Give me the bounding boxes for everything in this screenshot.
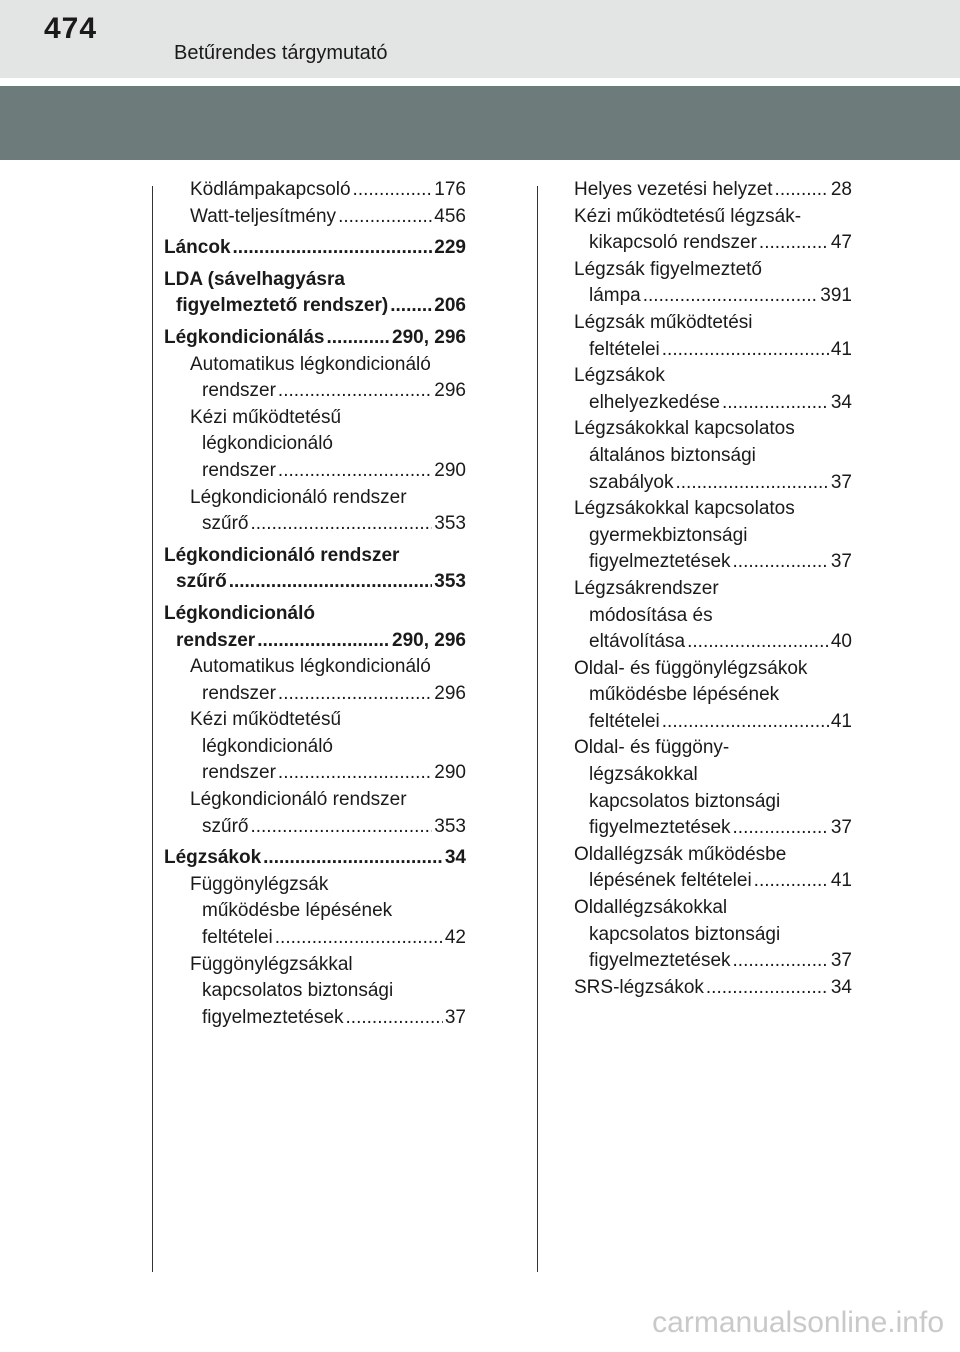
- index-entry: [574, 842, 852, 895]
- page-reference: 290: [434, 459, 466, 481]
- dot-leader: [346, 1005, 443, 1032]
- index-line: [164, 405, 466, 432]
- index-term: Légzsákokkal kapcsolatos: [574, 498, 795, 520]
- index-line: [164, 654, 466, 681]
- index-term: rendszer: [202, 459, 276, 481]
- page-reference: 42: [444, 927, 466, 949]
- page-reference: 37: [830, 950, 852, 972]
- dot-leader: [733, 815, 829, 842]
- dot-leader: [263, 845, 443, 872]
- index-line: [164, 872, 466, 899]
- index-line: [164, 511, 466, 538]
- dot-leader: [706, 975, 829, 1002]
- index-term: Kézi működtetésű: [190, 709, 342, 731]
- index-term: rendszer: [202, 682, 276, 704]
- index-line: [574, 496, 852, 523]
- page-reference: 37: [830, 817, 852, 839]
- index-term: Légzsákok: [164, 847, 262, 869]
- index-line: [164, 177, 466, 204]
- dot-leader: [775, 177, 829, 204]
- index-line: [574, 922, 852, 949]
- index-line: [164, 952, 466, 979]
- index-term: Légzsákokkal kapcsolatos: [574, 418, 795, 440]
- index-line: [574, 390, 852, 417]
- page-reference: 391: [820, 285, 852, 307]
- index-term: Függönylégzsákkal: [190, 953, 353, 975]
- index-line: [164, 898, 466, 925]
- dot-leader: [229, 569, 433, 596]
- index-term: lépésének feltételei: [589, 870, 752, 892]
- index-line: [574, 230, 852, 257]
- dot-leader: [662, 337, 829, 364]
- index-entry: [574, 576, 852, 656]
- index-entry: [164, 235, 466, 262]
- index-term: feltételei: [589, 710, 660, 732]
- index-line: [574, 204, 852, 231]
- index-line: [574, 629, 852, 656]
- index-line: [164, 204, 466, 231]
- index-line: [574, 789, 852, 816]
- index-term: figyelmeztetések: [589, 817, 731, 839]
- page-reference: 37: [444, 1006, 466, 1028]
- dot-leader: [759, 230, 829, 257]
- index-line: [164, 267, 466, 294]
- index-entry: [164, 707, 466, 787]
- index-line: [574, 975, 852, 1002]
- index-line: [574, 337, 852, 364]
- index-term: általános biztonsági: [589, 444, 756, 466]
- index-line: [164, 325, 466, 352]
- dot-leader: [733, 549, 829, 576]
- header-bar: [0, 0, 960, 78]
- dot-leader: [233, 235, 433, 262]
- index-term: Függönylégzsák: [190, 873, 329, 895]
- page-reference: 34: [444, 847, 466, 869]
- index-term: Légzsák működtetési: [574, 311, 753, 333]
- index-line: [164, 760, 466, 787]
- index-line: [574, 656, 852, 683]
- index-term: kapcsolatos biztonsági: [589, 790, 781, 812]
- dot-leader: [278, 378, 432, 405]
- index-term: Oldallégzsák működésbe: [574, 843, 787, 865]
- index-term: Légkondicionáló rendszer: [190, 486, 407, 508]
- dot-leader: [326, 325, 390, 352]
- page-reference: 290, 296: [392, 326, 466, 348]
- index-term: Oldal- és függönylégzsákok: [574, 657, 808, 679]
- index-term: kapcsolatos biztonsági: [202, 980, 394, 1002]
- index-entry: [164, 654, 466, 707]
- page-reference: 296: [434, 682, 466, 704]
- dot-leader: [643, 283, 819, 310]
- dot-leader: [733, 948, 829, 975]
- index-line: [574, 682, 852, 709]
- index-term: Légkondicionálás: [164, 326, 325, 348]
- page-reference: 34: [830, 976, 852, 998]
- page-reference: 176: [434, 179, 466, 200]
- index-line: [574, 948, 852, 975]
- index-term: Légzsák figyelmeztető: [574, 258, 762, 280]
- index-line: [574, 523, 852, 550]
- page-reference: 290, 296: [392, 629, 466, 651]
- index-entry: [164, 267, 466, 320]
- index-line: [164, 543, 466, 570]
- index-entry: [164, 543, 466, 596]
- index-term: Kézi működtetésű légzsák-: [574, 205, 802, 227]
- index-line: [574, 177, 852, 204]
- index-line: [164, 734, 466, 761]
- index-term: figyelmeztető rendszer): [176, 295, 389, 317]
- index-line: [164, 681, 466, 708]
- index-entry: [574, 416, 852, 496]
- index-term: lámpa: [589, 285, 641, 307]
- index-term: LDA (sávelhagyásra: [164, 268, 345, 290]
- index-line: [574, 416, 852, 443]
- page-reference: 206: [434, 295, 466, 317]
- dot-leader: [687, 629, 829, 656]
- index-term: rendszer: [176, 629, 256, 651]
- index-term: feltételei: [589, 338, 660, 360]
- index-term: Watt-teljesítmény: [190, 205, 337, 227]
- index-term: figyelmeztetések: [589, 950, 731, 972]
- dot-leader: [257, 628, 390, 655]
- page-reference: 47: [830, 232, 852, 254]
- dot-leader: [278, 681, 432, 708]
- dot-leader: [662, 709, 829, 736]
- index-entry: [574, 735, 852, 841]
- index-term: Légzsákok: [574, 365, 665, 387]
- index-line: [574, 470, 852, 497]
- index-term: Láncok: [164, 237, 231, 259]
- page-reference: 456: [434, 205, 466, 227]
- dot-leader: [676, 470, 829, 497]
- index-line: [574, 868, 852, 895]
- index-line: [164, 293, 466, 320]
- index-line: [574, 709, 852, 736]
- index-term: Légkondicionáló: [164, 602, 315, 624]
- index-entry: [164, 787, 466, 840]
- dot-leader: [390, 293, 432, 320]
- index-term: légkondicionáló: [202, 735, 333, 757]
- index-term: feltételei: [202, 927, 273, 949]
- index-line: [164, 235, 466, 262]
- page-reference: 353: [434, 513, 466, 535]
- index-term: Automatikus légkondicionáló: [190, 656, 431, 678]
- chapter-band: [0, 86, 960, 160]
- index-line: [164, 569, 466, 596]
- index-term: szűrő: [202, 815, 249, 837]
- index-line: [164, 378, 466, 405]
- dot-leader: [250, 814, 432, 841]
- page-number: 474: [44, 12, 98, 45]
- page-reference: 296: [434, 380, 466, 402]
- dot-leader: [338, 204, 432, 231]
- index-line: [164, 458, 466, 485]
- dot-leader: [754, 868, 829, 895]
- section-title: Betűrendes tárgymutató: [174, 42, 388, 64]
- index-term: kapcsolatos biztonsági: [589, 923, 781, 945]
- index-term: működésbe lépésének: [202, 900, 393, 922]
- index-term: szűrő: [202, 513, 249, 535]
- index-line: [574, 576, 852, 603]
- index-entry: [574, 656, 852, 736]
- index-line: [164, 485, 466, 512]
- index-line: [574, 842, 852, 869]
- index-line: [574, 603, 852, 630]
- index-entry: [164, 352, 466, 405]
- index-term: légkondicionáló: [202, 433, 333, 455]
- index-term: Ködlámpakapcsoló: [190, 179, 351, 200]
- page-reference: 290: [434, 762, 466, 784]
- index-term: szűrő: [176, 571, 227, 593]
- index-entry: [574, 975, 852, 1002]
- index-term: Oldal- és függöny-: [574, 737, 730, 759]
- page-reference: 37: [830, 471, 852, 493]
- index-line: [164, 1005, 466, 1032]
- dot-leader: [275, 925, 443, 952]
- index-line: [574, 549, 852, 576]
- index-entry: [164, 485, 466, 538]
- index-term: szabályok: [589, 471, 674, 493]
- index-entry: [164, 601, 466, 654]
- page-reference: 41: [830, 870, 852, 892]
- page-reference: 353: [434, 815, 466, 837]
- index-line: [574, 815, 852, 842]
- index-line: [574, 257, 852, 284]
- index-term: Légzsákrendszer: [574, 577, 719, 599]
- index-entry: [164, 845, 466, 872]
- index-term: gyermekbiztonsági: [589, 524, 748, 546]
- index-entry: [164, 952, 466, 1032]
- column-divider-middle: [537, 186, 538, 1272]
- index-entry: [164, 405, 466, 485]
- page-reference: 28: [830, 179, 852, 200]
- index-column-right: [574, 177, 852, 1001]
- index-line: [164, 628, 466, 655]
- index-entry: [574, 496, 852, 576]
- index-entry: [574, 177, 852, 204]
- page-reference: 40: [830, 631, 852, 653]
- index-term: Légkondicionáló rendszer: [164, 544, 400, 566]
- index-line: [574, 283, 852, 310]
- page-reference: 229: [434, 237, 466, 259]
- index-entry: [574, 363, 852, 416]
- index-entry: [164, 204, 466, 231]
- index-column-left: [164, 177, 466, 1031]
- index-entry: [164, 177, 466, 204]
- index-line: [574, 895, 852, 922]
- index-line: [574, 735, 852, 762]
- index-line: [574, 363, 852, 390]
- index-term: Helyes vezetési helyzet: [574, 179, 773, 200]
- index-line: [164, 707, 466, 734]
- index-term: rendszer: [202, 380, 276, 402]
- column-divider-left: [152, 186, 153, 1272]
- index-term: figyelmeztetések: [589, 551, 731, 573]
- index-term: rendszer: [202, 762, 276, 784]
- page-reference: 41: [830, 710, 852, 732]
- index-line: [574, 762, 852, 789]
- page-reference: 34: [830, 391, 852, 413]
- index-line: [164, 787, 466, 814]
- dot-leader: [278, 760, 432, 787]
- dot-leader: [278, 458, 432, 485]
- dot-leader: [250, 511, 432, 538]
- dot-leader: [722, 390, 829, 417]
- dot-leader: [353, 177, 433, 204]
- index-term: Kézi működtetésű: [190, 406, 342, 428]
- index-term: elhelyezkedése: [589, 391, 720, 413]
- page-reference: 41: [830, 338, 852, 360]
- index-line: [164, 431, 466, 458]
- index-entry: [574, 204, 852, 257]
- index-line: [164, 845, 466, 872]
- watermark: carmanualsonline.info: [652, 1306, 944, 1339]
- index-line: [164, 601, 466, 628]
- index-term: működésbe lépésének: [589, 684, 780, 706]
- index-term: SRS-légzsákok: [574, 976, 704, 998]
- page-reference: 37: [830, 551, 852, 573]
- index-entry: [574, 257, 852, 310]
- index-line: [164, 352, 466, 379]
- index-term: kikapcsoló rendszer: [589, 232, 757, 254]
- index-term: Légkondicionáló rendszer: [190, 789, 407, 811]
- index-line: [164, 978, 466, 1005]
- page-reference: 353: [434, 571, 466, 593]
- index-entry: [164, 325, 466, 352]
- index-entry: [164, 872, 466, 952]
- index-entry: [574, 895, 852, 975]
- index-line: [164, 925, 466, 952]
- index-term: Oldallégzsákokkal: [574, 897, 728, 919]
- index-line: [574, 443, 852, 470]
- index-line: [164, 814, 466, 841]
- index-term: módosítása és: [589, 604, 713, 626]
- index-term: figyelmeztetések: [202, 1006, 344, 1028]
- index-entry: [574, 310, 852, 363]
- index-term: légzsákokkal: [589, 764, 698, 786]
- index-line: [574, 310, 852, 337]
- index-term: eltávolítása: [589, 631, 686, 653]
- index-term: Automatikus légkondicionáló: [190, 353, 431, 375]
